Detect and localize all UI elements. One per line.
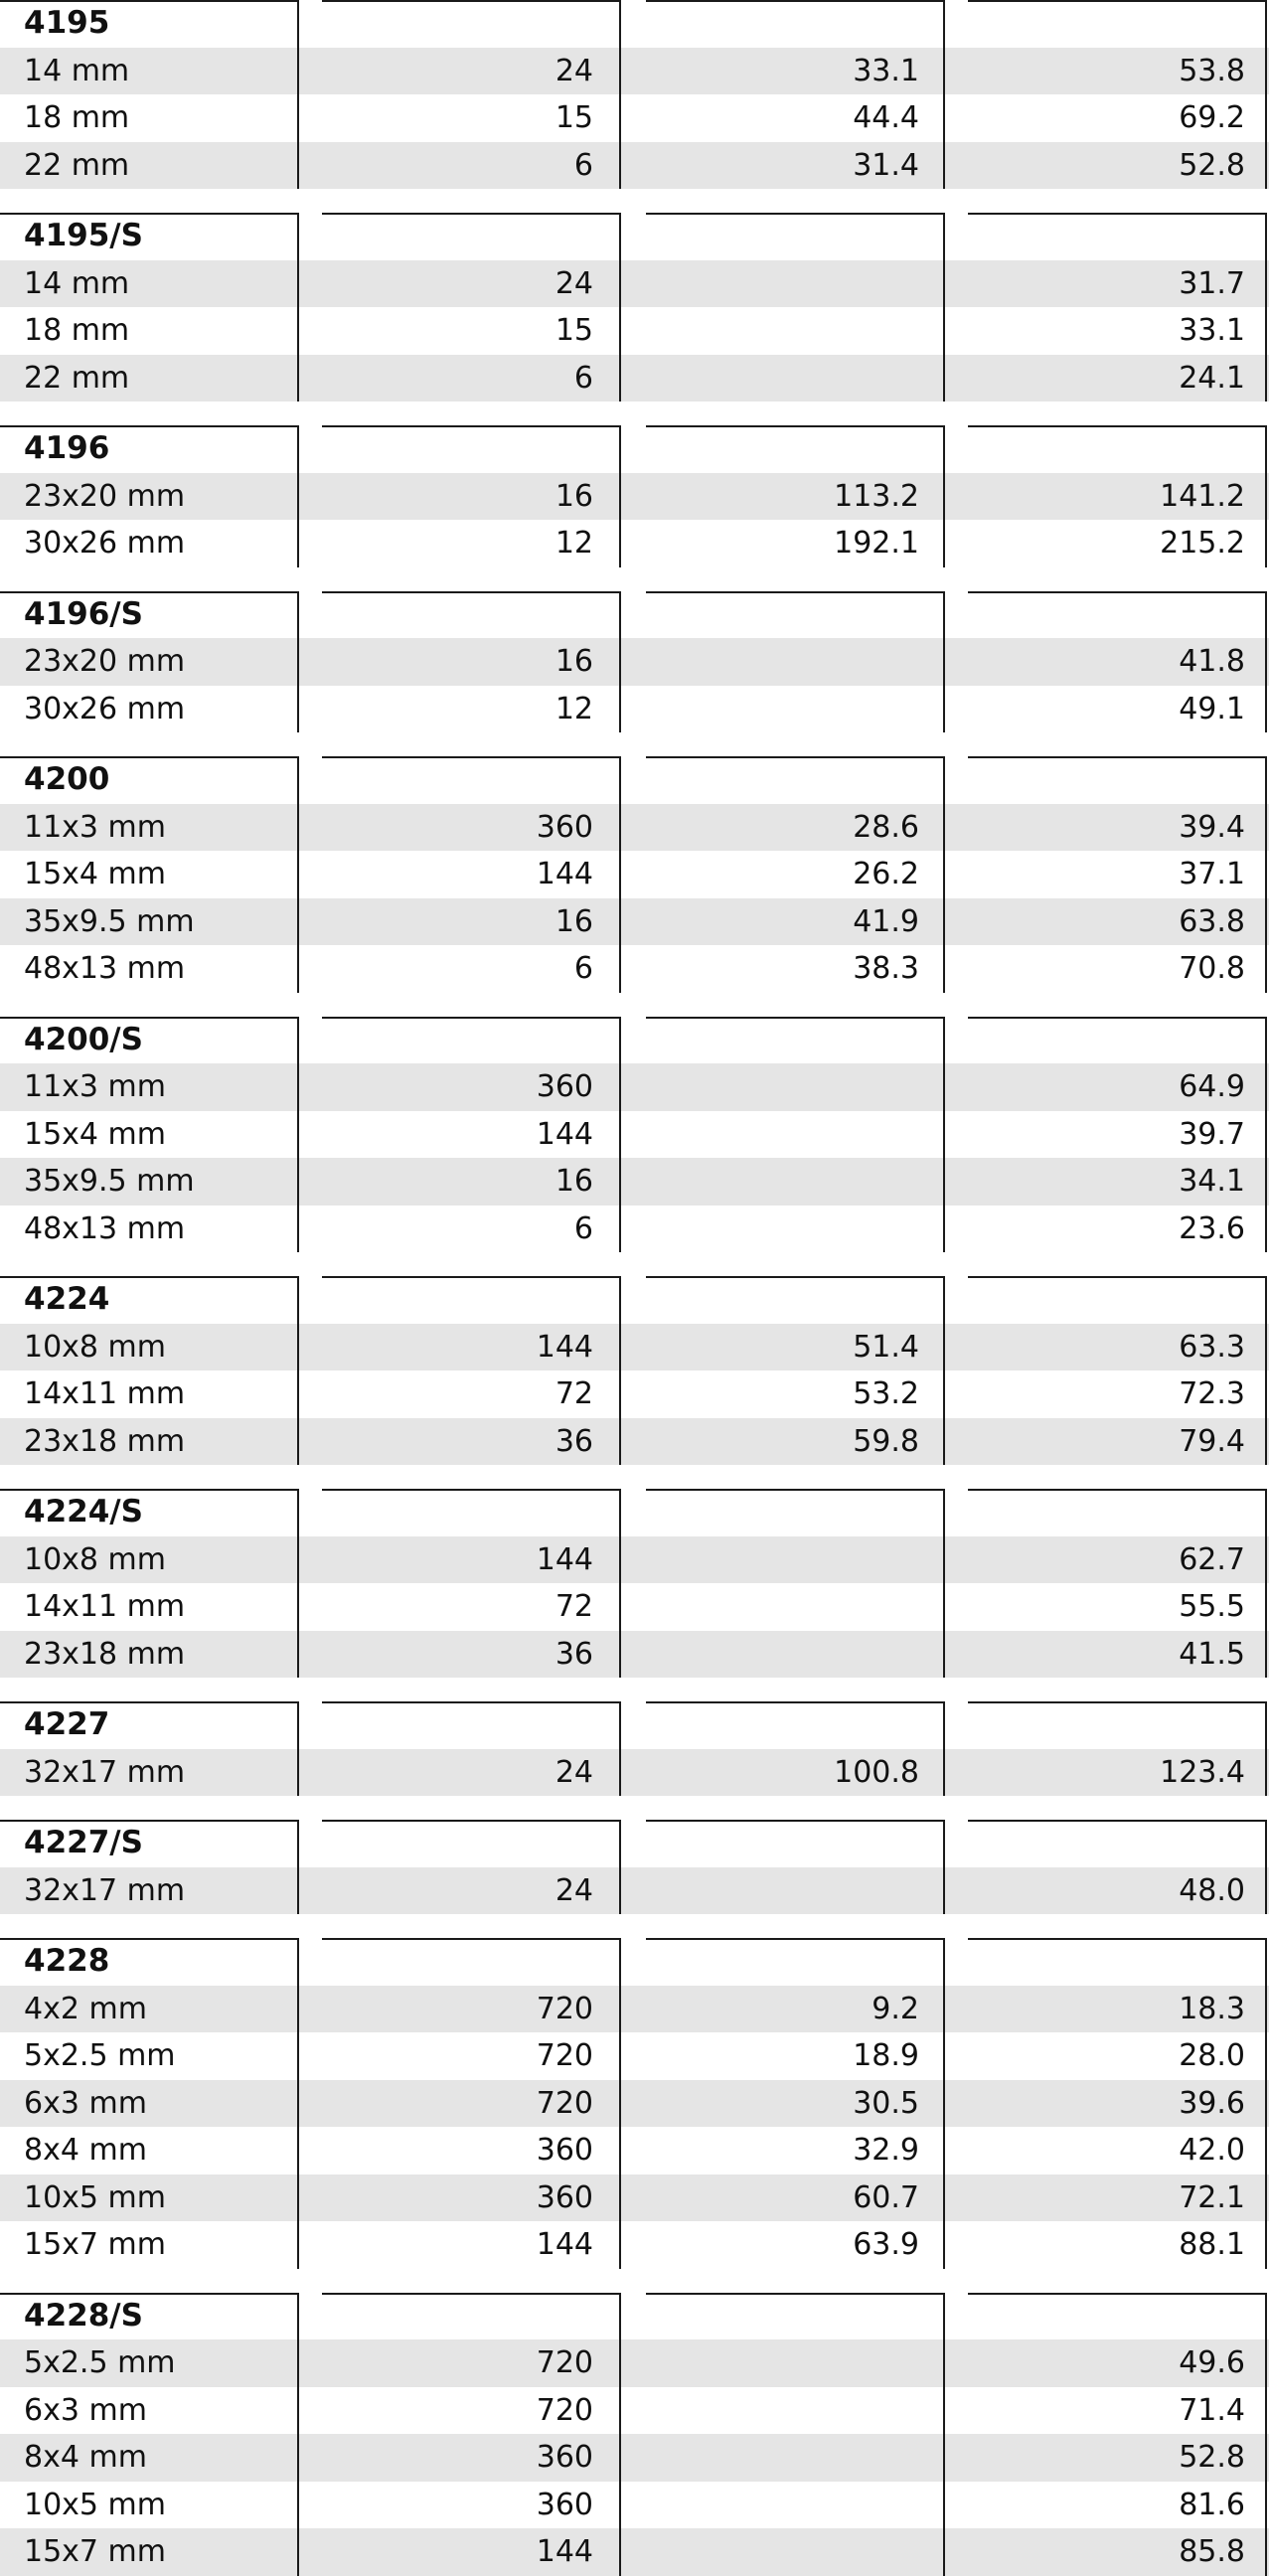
quantity-cell: 16: [555, 903, 593, 939]
quantity-cell: 144: [536, 857, 593, 891]
group-top-rule: [646, 1701, 944, 1703]
column-rule: [943, 425, 945, 567]
price-b-cell: 39.7: [1179, 1116, 1245, 1152]
size-cell: 18 mm: [24, 313, 130, 348]
column-rule: [943, 1938, 945, 2269]
quantity-cell: 15: [555, 313, 593, 348]
group-top-rule: [322, 1276, 620, 1278]
group-top-rule: [646, 0, 944, 2]
column-rule: [297, 1489, 299, 1678]
price-b-cell: 69.2: [1179, 100, 1245, 135]
group-top-rule: [0, 2293, 298, 2295]
column-rule: [619, 1820, 621, 1914]
product-group: [0, 1276, 1269, 1465]
group-title: 4228: [24, 1943, 110, 1979]
table-row: [0, 142, 1269, 190]
price-a-cell: 30.5: [853, 2085, 919, 2121]
group-top-rule: [646, 756, 944, 758]
group-top-rule: [0, 213, 298, 215]
group-top-rule: [968, 0, 1266, 2]
group-top-rule: [0, 1938, 298, 1940]
column-rule: [619, 1938, 621, 2269]
table-row: [0, 1158, 1269, 1206]
group-top-rule: [646, 1820, 944, 1822]
table-row: [0, 1583, 1269, 1631]
table-row: [0, 355, 1269, 402]
price-a-cell: 18.9: [853, 2038, 919, 2073]
group-top-rule: [646, 425, 944, 427]
size-cell: 15x7 mm: [24, 2227, 166, 2262]
group-top-rule: [646, 591, 944, 593]
quantity-cell: 360: [536, 2179, 593, 2215]
price-a-cell: 100.8: [834, 1754, 919, 1790]
column-rule: [619, 1489, 621, 1678]
group-top-rule: [0, 1017, 298, 1019]
size-cell: 15x4 mm: [24, 1116, 166, 1152]
product-group: [0, 1938, 1269, 2269]
price-b-cell: 37.1: [1179, 857, 1245, 891]
price-a-cell: 44.4: [853, 100, 919, 135]
price-b-cell: 63.3: [1179, 1329, 1245, 1365]
size-cell: 11x3 mm: [24, 1069, 166, 1104]
table-row: [0, 1749, 1269, 1797]
group-top-rule: [0, 1820, 298, 1822]
product-group: [0, 1820, 1269, 1914]
size-cell: 23x20 mm: [24, 478, 186, 514]
column-rule: [943, 1489, 945, 1678]
column-rule: [1265, 1276, 1267, 1465]
group-title: 4227/S: [24, 1825, 143, 1860]
product-group: [0, 2293, 1269, 2576]
group-top-rule: [646, 1017, 944, 1019]
product-group: [0, 0, 1269, 189]
group-title: 4200: [24, 761, 110, 797]
size-cell: 14x11 mm: [24, 1589, 186, 1624]
price-a-cell: 192.1: [834, 526, 919, 561]
column-rule: [619, 591, 621, 733]
table-row: [0, 1631, 1269, 1679]
group-top-rule: [968, 1701, 1266, 1703]
size-cell: 35x9.5 mm: [24, 903, 195, 939]
quantity-cell: 6: [573, 360, 593, 396]
table-row: [0, 307, 1269, 355]
column-rule: [1265, 2293, 1267, 2576]
price-a-cell: 59.8: [853, 1423, 919, 1459]
column-rule: [619, 1701, 621, 1796]
group-top-rule: [968, 425, 1266, 427]
table-row: [0, 1867, 1269, 1915]
size-cell: 6x3 mm: [24, 2085, 147, 2121]
price-b-cell: 52.8: [1179, 2440, 1245, 2475]
column-rule: [1265, 425, 1267, 567]
product-group: [0, 1489, 1269, 1678]
size-cell: 22 mm: [24, 360, 130, 396]
table-row: [0, 945, 1269, 993]
price-b-cell: 31.7: [1179, 265, 1245, 301]
size-cell: 18 mm: [24, 100, 130, 135]
size-cell: 23x18 mm: [24, 1636, 186, 1672]
quantity-cell: 720: [536, 2038, 593, 2073]
quantity-cell: 360: [536, 809, 593, 845]
group-title: 4228/S: [24, 2297, 143, 2334]
column-rule: [297, 0, 299, 189]
column-rule: [943, 1017, 945, 1253]
table-row: [0, 686, 1269, 733]
group-top-rule: [646, 2293, 944, 2295]
quantity-cell: 144: [536, 1329, 593, 1365]
quantity-cell: 360: [536, 2133, 593, 2168]
price-b-cell: 41.8: [1179, 644, 1245, 679]
product-group: [0, 1701, 1269, 1796]
table-row: [0, 2080, 1269, 2128]
quantity-cell: 360: [536, 1069, 593, 1104]
group-top-rule: [646, 213, 944, 215]
group-top-rule: [0, 1489, 298, 1491]
size-cell: 15x7 mm: [24, 2534, 166, 2569]
column-rule: [619, 1276, 621, 1465]
column-rule: [619, 756, 621, 993]
size-cell: 14 mm: [24, 265, 130, 301]
column-rule: [1265, 1820, 1267, 1914]
group-top-rule: [646, 1489, 944, 1491]
table-row: [0, 2482, 1269, 2529]
table-row: [0, 851, 1269, 898]
quantity-cell: 36: [555, 1423, 593, 1459]
column-rule: [619, 2293, 621, 2576]
group-top-rule: [968, 2293, 1266, 2295]
group-top-rule: [968, 1276, 1266, 1278]
group-top-rule: [968, 213, 1266, 215]
column-rule: [297, 1820, 299, 1914]
price-b-cell: 49.1: [1179, 691, 1245, 726]
price-b-cell: 88.1: [1179, 2227, 1245, 2262]
size-cell: 14 mm: [24, 53, 130, 88]
product-group: [0, 425, 1269, 567]
column-rule: [1265, 756, 1267, 993]
price-b-cell: 62.7: [1179, 1541, 1245, 1577]
size-cell: 32x17 mm: [24, 1872, 186, 1908]
price-b-cell: 79.4: [1179, 1423, 1245, 1459]
size-cell: 23x20 mm: [24, 644, 186, 679]
price-b-cell: 72.1: [1179, 2179, 1245, 2215]
quantity-cell: 24: [555, 1872, 593, 1908]
column-rule: [943, 2293, 945, 2576]
size-cell: 30x26 mm: [24, 526, 186, 561]
price-b-cell: 33.1: [1179, 313, 1245, 348]
product-group: [0, 591, 1269, 733]
table-row: [0, 2528, 1269, 2576]
price-b-cell: 72.3: [1179, 1376, 1245, 1411]
price-a-cell: 38.3: [853, 951, 919, 986]
table-row: [0, 94, 1269, 142]
size-cell: 14x11 mm: [24, 1376, 186, 1411]
group-title: 4224: [24, 1281, 110, 1317]
group-top-rule: [968, 1017, 1266, 1019]
price-a-cell: 32.9: [853, 2133, 919, 2168]
table-row: [0, 1206, 1269, 1253]
group-top-rule: [322, 1017, 620, 1019]
column-rule: [943, 1276, 945, 1465]
column-rule: [1265, 1017, 1267, 1253]
price-a-cell: 31.4: [853, 147, 919, 183]
quantity-cell: 6: [573, 1210, 593, 1246]
price-b-cell: 70.8: [1179, 951, 1245, 986]
group-top-rule: [322, 2293, 620, 2295]
price-b-cell: 39.4: [1179, 809, 1245, 845]
quantity-cell: 15: [555, 100, 593, 135]
size-cell: 48x13 mm: [24, 1210, 186, 1246]
price-b-cell: 53.8: [1179, 53, 1245, 88]
group-top-rule: [322, 1820, 620, 1822]
column-rule: [1265, 1489, 1267, 1678]
group-top-rule: [0, 1276, 298, 1278]
quantity-cell: 16: [555, 644, 593, 679]
price-a-cell: 53.2: [853, 1376, 919, 1411]
column-rule: [619, 0, 621, 189]
group-top-rule: [968, 1820, 1266, 1822]
column-rule: [943, 591, 945, 733]
price-b-cell: 34.1: [1179, 1164, 1245, 1199]
column-rule: [297, 1701, 299, 1796]
size-cell: 4x2 mm: [24, 1991, 147, 2026]
column-rule: [619, 1017, 621, 1253]
price-b-cell: 39.6: [1179, 2085, 1245, 2121]
column-rule: [943, 1820, 945, 1914]
group-title: 4195/S: [24, 218, 143, 253]
price-a-cell: 28.6: [853, 809, 919, 845]
quantity-cell: 360: [536, 2487, 593, 2522]
size-cell: 11x3 mm: [24, 809, 166, 845]
quantity-cell: 16: [555, 1164, 593, 1199]
quantity-cell: 72: [555, 1376, 593, 1411]
size-cell: 30x26 mm: [24, 691, 186, 726]
quantity-cell: 720: [536, 2392, 593, 2428]
group-title: 4200/S: [24, 1021, 143, 1057]
group-top-rule: [322, 425, 620, 427]
price-b-cell: 215.2: [1160, 526, 1245, 561]
price-a-cell: 51.4: [853, 1329, 919, 1365]
group-title: 4196/S: [24, 595, 143, 632]
column-rule: [1265, 0, 1267, 189]
quantity-cell: 144: [536, 1116, 593, 1152]
quantity-cell: 144: [536, 2534, 593, 2569]
group-top-rule: [322, 0, 620, 2]
size-cell: 10x5 mm: [24, 2179, 166, 2215]
size-cell: 35x9.5 mm: [24, 1164, 195, 1199]
product-group: [0, 1017, 1269, 1253]
product-group: [0, 756, 1269, 993]
price-b-cell: 63.8: [1179, 903, 1245, 939]
price-a-cell: 113.2: [834, 478, 919, 514]
table-row: [0, 2221, 1269, 2269]
group-top-rule: [322, 1489, 620, 1491]
table-row: [0, 1111, 1269, 1159]
size-cell: 23x18 mm: [24, 1423, 186, 1459]
column-rule: [943, 756, 945, 993]
group-top-rule: [322, 756, 620, 758]
group-top-rule: [968, 1489, 1266, 1491]
table-row: [0, 1063, 1269, 1111]
quantity-cell: 720: [536, 1991, 593, 2026]
table-row: [0, 2174, 1269, 2222]
column-rule: [297, 1276, 299, 1465]
price-b-cell: 49.6: [1179, 2345, 1245, 2380]
quantity-cell: 720: [536, 2085, 593, 2121]
price-b-cell: 48.0: [1179, 1872, 1245, 1908]
price-b-cell: 55.5: [1179, 1589, 1245, 1624]
quantity-cell: 36: [555, 1636, 593, 1672]
group-top-rule: [322, 1701, 620, 1703]
size-cell: 22 mm: [24, 147, 130, 183]
price-a-cell: 26.2: [853, 857, 919, 891]
table-row: [0, 1324, 1269, 1371]
quantity-cell: 144: [536, 1541, 593, 1577]
column-rule: [1265, 1701, 1267, 1796]
price-b-cell: 141.2: [1160, 478, 1245, 514]
group-top-rule: [322, 213, 620, 215]
group-title: 4227: [24, 1706, 110, 1742]
group-title: 4195: [24, 5, 110, 41]
quantity-cell: 360: [536, 2440, 593, 2475]
size-cell: 32x17 mm: [24, 1754, 186, 1790]
price-b-cell: 42.0: [1179, 2133, 1245, 2168]
column-rule: [619, 213, 621, 402]
size-cell: 8x4 mm: [24, 2440, 147, 2475]
column-rule: [1265, 591, 1267, 733]
column-rule: [297, 1938, 299, 2269]
group-top-rule: [322, 1938, 620, 1940]
column-rule: [297, 591, 299, 733]
quantity-cell: 24: [555, 265, 593, 301]
quantity-cell: 144: [536, 2227, 593, 2262]
price-b-cell: 18.3: [1179, 1991, 1245, 2026]
table-row: [0, 1986, 1269, 2033]
column-rule: [943, 213, 945, 402]
price-b-cell: 85.8: [1179, 2534, 1245, 2569]
size-cell: 48x13 mm: [24, 951, 186, 986]
price-b-cell: 24.1: [1179, 360, 1245, 396]
table-row: [0, 1370, 1269, 1418]
column-rule: [943, 0, 945, 189]
table-row: [0, 2434, 1269, 2482]
size-cell: 10x8 mm: [24, 1329, 166, 1365]
quantity-cell: 16: [555, 478, 593, 514]
column-rule: [943, 1701, 945, 1796]
column-rule: [297, 756, 299, 993]
group-top-rule: [0, 425, 298, 427]
quantity-cell: 24: [555, 1754, 593, 1790]
price-b-cell: 71.4: [1179, 2392, 1245, 2428]
quantity-cell: 6: [573, 147, 593, 183]
size-cell: 15x4 mm: [24, 857, 166, 891]
price-a-cell: 33.1: [853, 53, 919, 88]
table-row: [0, 260, 1269, 308]
quantity-cell: 12: [555, 691, 593, 726]
product-group: [0, 213, 1269, 402]
size-cell: 8x4 mm: [24, 2133, 147, 2168]
column-rule: [619, 425, 621, 567]
group-top-rule: [968, 1938, 1266, 1940]
column-rule: [1265, 1938, 1267, 2269]
table-row: [0, 1418, 1269, 1466]
group-top-rule: [646, 1276, 944, 1278]
group-top-rule: [0, 1701, 298, 1703]
column-rule: [297, 2293, 299, 2576]
table-row: [0, 2387, 1269, 2435]
table-row: [0, 2127, 1269, 2174]
price-a-cell: 63.9: [853, 2227, 919, 2262]
table-row: [0, 520, 1269, 567]
table-row: [0, 638, 1269, 686]
table-row: [0, 898, 1269, 946]
price-b-cell: 123.4: [1160, 1754, 1245, 1790]
price-b-cell: 23.6: [1179, 1210, 1245, 1246]
group-top-rule: [968, 591, 1266, 593]
group-title: 4224/S: [24, 1494, 143, 1530]
group-title: 4196: [24, 430, 110, 466]
price-b-cell: 52.8: [1179, 147, 1245, 183]
quantity-cell: 12: [555, 526, 593, 561]
group-top-rule: [322, 591, 620, 593]
table-row: [0, 804, 1269, 852]
price-a-cell: 9.2: [872, 1991, 919, 2026]
quantity-cell: 6: [573, 951, 593, 986]
size-cell: 6x3 mm: [24, 2392, 147, 2428]
table-row: [0, 2032, 1269, 2080]
group-top-rule: [0, 591, 298, 593]
table-row: [0, 2339, 1269, 2387]
column-rule: [1265, 213, 1267, 402]
price-b-cell: 81.6: [1179, 2487, 1245, 2522]
size-cell: 5x2.5 mm: [24, 2038, 176, 2073]
group-top-rule: [646, 1938, 944, 1940]
size-cell: 10x8 mm: [24, 1541, 166, 1577]
price-a-cell: 41.9: [853, 903, 919, 939]
price-a-cell: 60.7: [853, 2179, 919, 2215]
column-rule: [297, 425, 299, 567]
column-rule: [297, 1017, 299, 1253]
price-b-cell: 41.5: [1179, 1636, 1245, 1672]
table-row: [0, 1536, 1269, 1584]
group-top-rule: [0, 756, 298, 758]
group-top-rule: [0, 0, 298, 2]
quantity-cell: 24: [555, 53, 593, 88]
group-top-rule: [968, 756, 1266, 758]
size-cell: 5x2.5 mm: [24, 2345, 176, 2380]
price-b-cell: 28.0: [1179, 2038, 1245, 2073]
table-row: [0, 48, 1269, 95]
column-rule: [297, 213, 299, 402]
size-cell: 10x5 mm: [24, 2487, 166, 2522]
quantity-cell: 720: [536, 2345, 593, 2380]
price-b-cell: 64.9: [1179, 1069, 1245, 1104]
quantity-cell: 72: [555, 1589, 593, 1624]
table-row: [0, 473, 1269, 521]
